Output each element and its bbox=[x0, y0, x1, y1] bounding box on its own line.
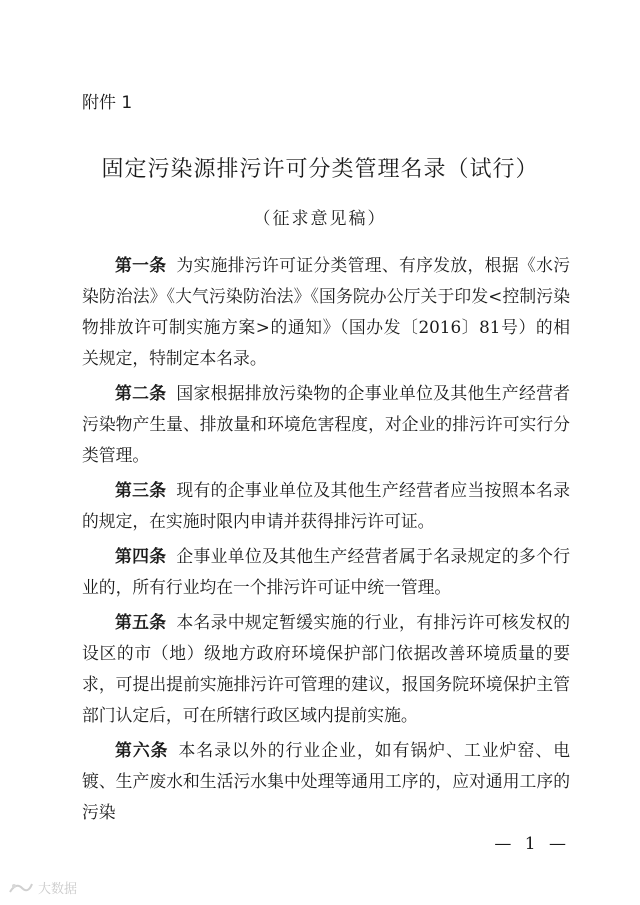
article-number: 第五条 bbox=[115, 612, 167, 632]
article-number: 第四条 bbox=[115, 546, 167, 566]
watermark-logo-icon bbox=[8, 880, 34, 896]
article-number: 第六条 bbox=[115, 740, 169, 760]
page-number: — 1 — bbox=[494, 834, 570, 854]
article-text: 本名录以外的行业企业，如有锅炉、工业炉窑、电镀、生产废水和生活污水集中处理等通用工序的，应对通用工序的污染 bbox=[82, 740, 570, 822]
article-number: 第二条 bbox=[115, 383, 167, 403]
article bbox=[82, 541, 570, 603]
article bbox=[82, 735, 570, 828]
article-text: 本名录中规定暂缓实施的行业，有排污许可核发权的设区的市（地）级地方政府环境保护部门依据改善环境质量的要求，可提出提前实施排污许可管理的建议，报国务院环境保护主管部门认定后，可在所辖行政区域内提前实施。 bbox=[82, 612, 570, 725]
article-text: 现有的企事业单位及其他生产经营者应当按照本名录的规定，在实施时限内申请并获得排污许可证。 bbox=[82, 480, 570, 531]
article bbox=[82, 250, 570, 374]
article bbox=[82, 607, 570, 731]
document-subtitle: （征求意见稿） bbox=[253, 209, 387, 229]
article-number: 第三条 bbox=[115, 480, 167, 500]
watermark bbox=[8, 878, 77, 897]
watermark-text: 大数据 bbox=[38, 882, 78, 897]
article-text: 为实施排污许可证分类管理、有序发放，根据《水污染防治法》《大气污染防治法》《国务院办公厅关于印发<控制污染物排放许可制实施方案>的通知》（国办发〔2016〕81号）的相关规定，特制定本名录。 bbox=[82, 255, 570, 368]
document-body bbox=[82, 250, 570, 832]
document-title: 固定污染源排污许可分类管理名录（试行） bbox=[101, 157, 539, 182]
article-text: 企事业单位及其他生产经营者属于名录规定的多个行业的，所有行业均在一个排污许可证中统一管理。 bbox=[82, 546, 570, 597]
article-text: 国家根据排放污染物的企事业单位及其他生产经营者污染物产生量、排放量和环境危害程度，对企业的排污许可实行分类管理。 bbox=[82, 383, 570, 465]
article bbox=[82, 378, 570, 471]
attachment-label: 附件 1 bbox=[82, 93, 133, 113]
article bbox=[82, 475, 570, 537]
article-number: 第一条 bbox=[115, 255, 167, 275]
